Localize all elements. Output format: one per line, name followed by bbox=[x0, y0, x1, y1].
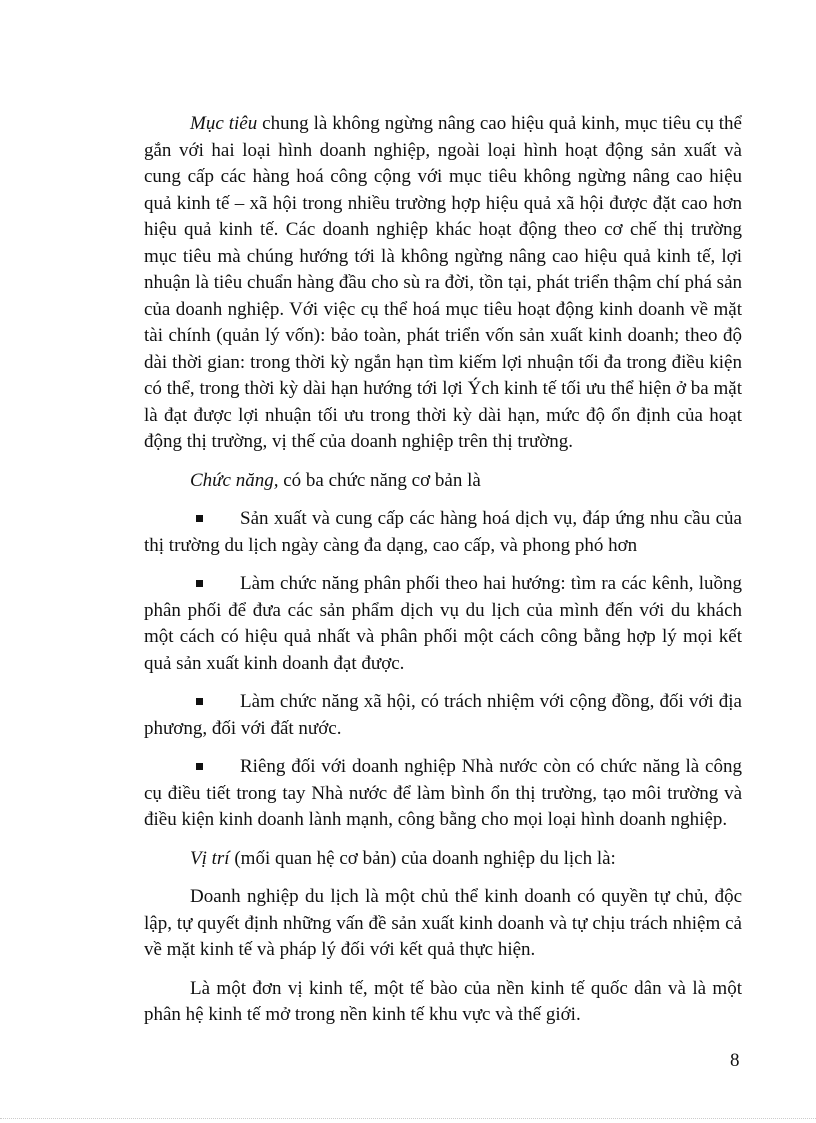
paragraph-position bbox=[144, 846, 742, 873]
bullet-text: Làm chức năng xã hội, có trách nhiệm với cộng đồng, đối với địa phương, đối với đất nước. bbox=[144, 691, 742, 739]
page-number: 8 bbox=[730, 1050, 740, 1071]
paragraph-objectives-text: chung là không ngừng nâng cao hiệu quả kinh, mục tiêu cụ thể gắn với hai loại hình doanh nghiệp, ngoài loại hình hoạt động sản xuất và cung cấp các hàng hoá công cộng với mục tiêu không ngừng nâng cao hiệu quả kinh tế – xã hội trong nhiều trường hợp hiệu quả xã hội được đặt cao hơn hiệu quả kinh tế. Các doanh nghiệp khác hoạt động theo cơ chế thị trường mục tiêu mà chúng hướng tới là không ngừng nâng cao hiệu quả kinh tế, lợi nhuận là tiêu chuẩn hàng đầu cho sù ra đời, tồn tại, phát triển thậm chí phá sản của doanh nghiệp. Với việc cụ thể hoá mục tiêu hoạt động kinh doanh về mặt tài chính (quản lý vốn): bảo toàn, phát triển vốn sản xuất kinh doanh; theo độ dài thời gian: trong thời kỳ ngắn hạn tìm kiếm lợi nhuận tối đa trong điều kiện có thể, trong thời kỳ dài hạn hướng tới lợi Ých kinh tế tối ưu thể hiện ở ba mặt là đạt được lợi nhuận tối ưu trong thời kỳ dài hạn, mức độ ổn định của hoạt động thị trường, vị thế của doanh nghiệp trên thị trường. bbox=[144, 113, 742, 452]
paragraph-functions bbox=[144, 468, 742, 495]
bullet-square-icon bbox=[196, 763, 203, 770]
body-text bbox=[144, 111, 742, 1041]
bullet-item-2 bbox=[144, 571, 742, 677]
paragraph-position-text: (mối quan hệ cơ bản) của doanh nghiệp du lịch là: bbox=[229, 847, 616, 869]
bullet-text: Riêng đối với doanh nghiệp Nhà nước còn có chức năng là công cụ điều tiết trong tay Nhà nước để làm bình ổn thị trường, tạo môi trường và điều kiện kinh doanh lành mạnh, công bằng cho mọi loại hình doanh nghiệp. bbox=[144, 756, 742, 830]
bullet-item-1 bbox=[144, 506, 742, 559]
paragraph-economic-unit: Là một đơn vị kinh tế, một tế bào của nền kinh tế quốc dân và là một phân hệ kinh tế mở trong nền kinh tế khu vực và thế giới. bbox=[144, 977, 742, 1025]
bullet-item-3 bbox=[144, 689, 742, 742]
term-functions: Chức năng, bbox=[190, 469, 279, 491]
paragraph-objectives bbox=[144, 111, 742, 456]
term-position: Vị trí bbox=[190, 847, 230, 869]
bullet-item-4 bbox=[144, 754, 742, 834]
bullet-text: Làm chức năng phân phối theo hai hướng: tìm ra các kênh, luồng phân phối để đưa các sản phẩm dịch vụ du lịch của mình đến với du khách một cách có hiệu quả nhất và phân phối một cách công bằng hợp lý mọi kết quả sản xuất kinh doanh đạt được. bbox=[144, 573, 742, 674]
bullet-text: Sản xuất và cung cấp các hàng hoá dịch vụ, đáp ứng nhu cầu của thị trường du lịch ngày càng đa dạng, cao cấp, và phong phó hơn bbox=[144, 508, 742, 556]
bullet-square-icon bbox=[196, 698, 203, 705]
term-objectives: Mục tiêu bbox=[190, 113, 258, 134]
page-bottom-divider bbox=[0, 1118, 816, 1119]
bullet-square-icon bbox=[196, 515, 203, 522]
paragraph-functions-text: có ba chức năng cơ bản là bbox=[278, 469, 481, 491]
paragraph-autonomy: Doanh nghiệp du lịch là một chủ thể kinh doanh có quyền tự chủ, độc lập, tự quyết định những vấn đề sản xuất kinh doanh và tự chịu trách nhiệm cả về mặt kinh tế và pháp lý đối với kết quả thực hiện. bbox=[144, 886, 742, 960]
bullet-square-icon bbox=[196, 580, 203, 587]
